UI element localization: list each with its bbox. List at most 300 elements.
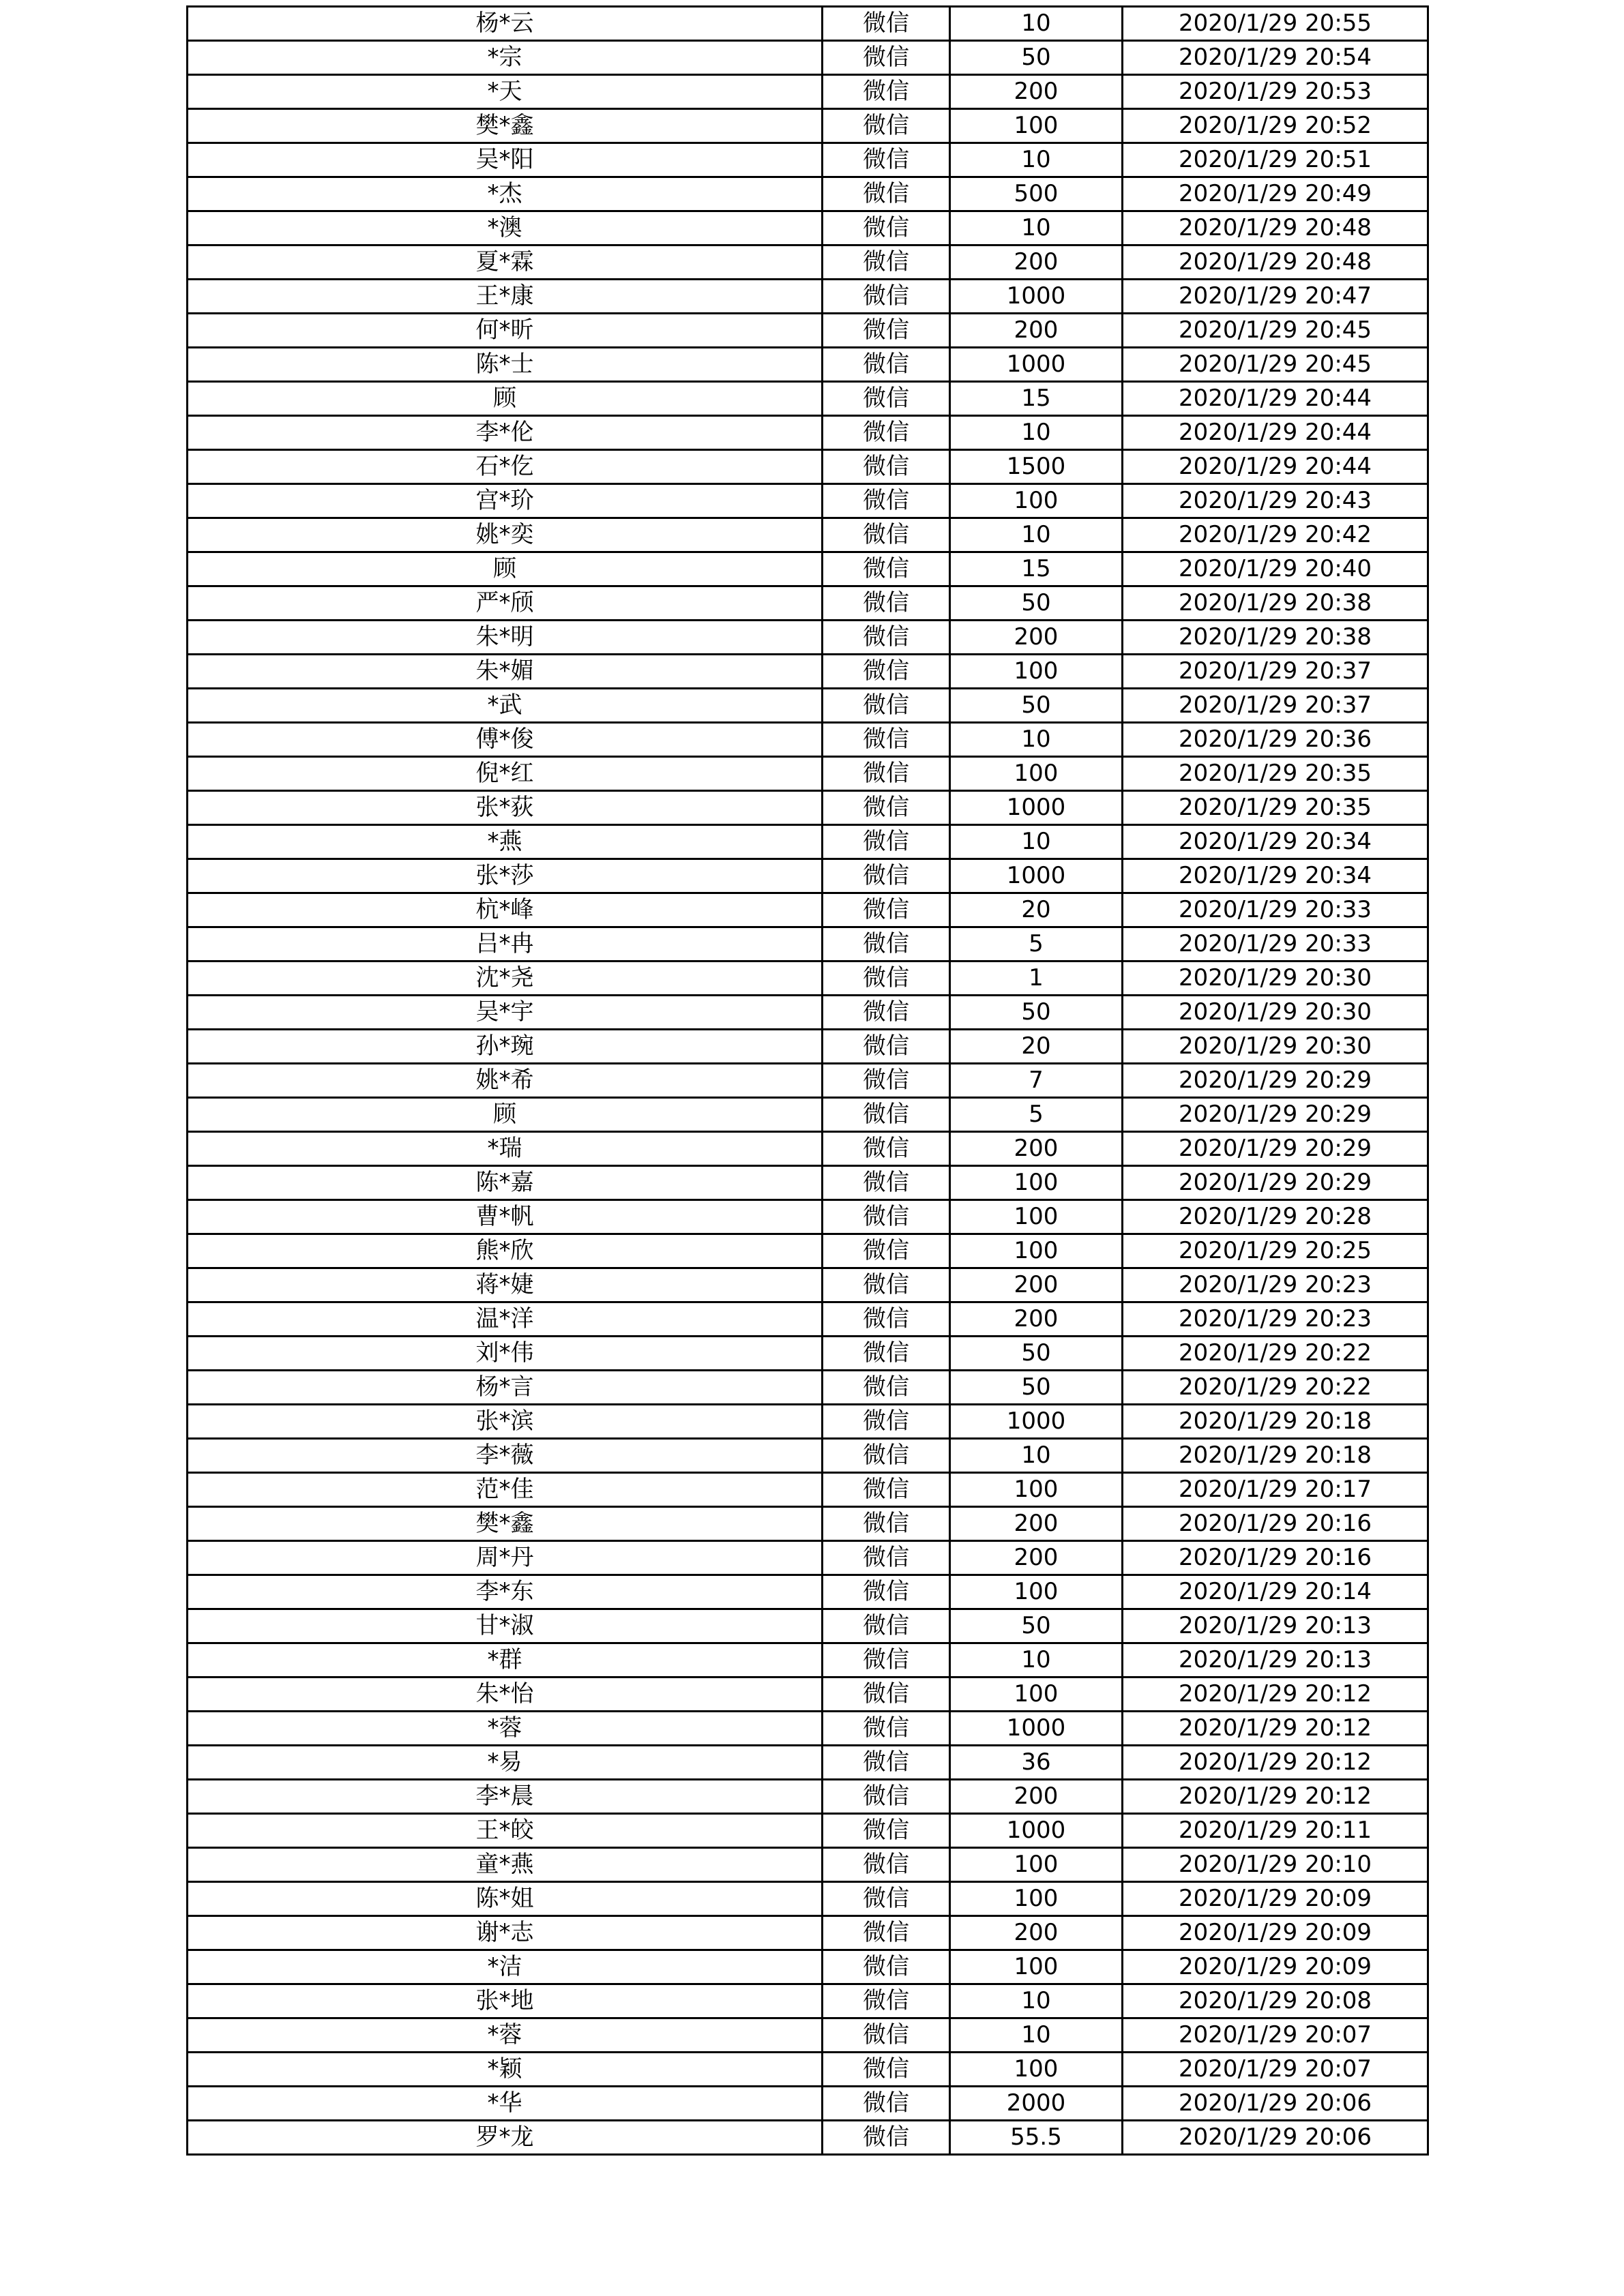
- donor-name-cell: 张*荻: [188, 791, 823, 825]
- payment-method-cell: 微信: [823, 177, 950, 211]
- donor-name-cell: 朱*媚: [188, 655, 823, 689]
- amount-cell: 200: [950, 621, 1123, 655]
- donor-name-cell: 张*地: [188, 1984, 823, 2018]
- table-row: [188, 1439, 1428, 1473]
- payment-method-cell: 微信: [823, 723, 950, 757]
- donor-name-cell: 吕*冉: [188, 927, 823, 961]
- donor-name-cell: *瑞: [188, 1132, 823, 1166]
- time-cell: 2020/1/29 20:10: [1123, 1848, 1428, 1882]
- table-row: [188, 41, 1428, 75]
- table-row: [188, 245, 1428, 280]
- donor-name-cell: *颖: [188, 2053, 823, 2087]
- donor-name-cell: 姚*希: [188, 1064, 823, 1098]
- time-cell: 2020/1/29 20:52: [1123, 109, 1428, 143]
- time-cell: 2020/1/29 20:29: [1123, 1064, 1428, 1098]
- time-cell: 2020/1/29 20:06: [1123, 2121, 1428, 2155]
- table-row: [188, 484, 1428, 518]
- time-cell: 2020/1/29 20:35: [1123, 757, 1428, 791]
- amount-cell: 200: [950, 314, 1123, 348]
- payment-method-cell: 微信: [823, 893, 950, 927]
- donor-name-cell: 李*东: [188, 1575, 823, 1609]
- table-row: [188, 689, 1428, 723]
- payment-method-cell: 微信: [823, 1882, 950, 1916]
- donor-name-cell: 沈*尧: [188, 961, 823, 996]
- payment-method-cell: 微信: [823, 211, 950, 245]
- donor-name-cell: 杭*峰: [188, 893, 823, 927]
- payment-method-cell: 微信: [823, 280, 950, 314]
- time-cell: 2020/1/29 20:12: [1123, 1746, 1428, 1780]
- payment-method-cell: 微信: [823, 1848, 950, 1882]
- amount-cell: 1500: [950, 450, 1123, 484]
- payment-method-cell: 微信: [823, 927, 950, 961]
- time-cell: 2020/1/29 20:37: [1123, 655, 1428, 689]
- time-cell: 2020/1/29 20:13: [1123, 1609, 1428, 1643]
- donor-name-cell: 樊*鑫: [188, 109, 823, 143]
- time-cell: 2020/1/29 20:17: [1123, 1473, 1428, 1507]
- time-cell: 2020/1/29 20:36: [1123, 723, 1428, 757]
- time-cell: 2020/1/29 20:09: [1123, 1882, 1428, 1916]
- payment-method-cell: 微信: [823, 416, 950, 450]
- table-row: [188, 1234, 1428, 1268]
- amount-cell: 100: [950, 1678, 1123, 1712]
- time-cell: 2020/1/29 20:12: [1123, 1780, 1428, 1814]
- amount-cell: 100: [950, 1882, 1123, 1916]
- time-cell: 2020/1/29 20:49: [1123, 177, 1428, 211]
- donor-name-cell: 樊*鑫: [188, 1507, 823, 1541]
- payment-method-cell: 微信: [823, 2121, 950, 2155]
- amount-cell: 200: [950, 1541, 1123, 1575]
- table-row: [188, 961, 1428, 996]
- table-row: [188, 1575, 1428, 1609]
- table-row: [188, 1984, 1428, 2018]
- donor-name-cell: 张*滨: [188, 1405, 823, 1439]
- time-cell: 2020/1/29 20:14: [1123, 1575, 1428, 1609]
- table-row: [188, 1643, 1428, 1678]
- payment-method-cell: 微信: [823, 1405, 950, 1439]
- time-cell: 2020/1/29 20:30: [1123, 961, 1428, 996]
- amount-cell: 7: [950, 1064, 1123, 1098]
- donor-name-cell: 甘*淑: [188, 1609, 823, 1643]
- amount-cell: 100: [950, 2053, 1123, 2087]
- table-row: [188, 552, 1428, 586]
- donor-name-cell: 曹*帆: [188, 1200, 823, 1234]
- amount-cell: 36: [950, 1746, 1123, 1780]
- time-cell: 2020/1/29 20:25: [1123, 1234, 1428, 1268]
- time-cell: 2020/1/29 20:29: [1123, 1098, 1428, 1132]
- time-cell: 2020/1/29 20:45: [1123, 348, 1428, 382]
- payment-method-cell: 微信: [823, 1473, 950, 1507]
- table-row: [188, 1405, 1428, 1439]
- amount-cell: 200: [950, 1916, 1123, 1950]
- donor-name-cell: 蒋*婕: [188, 1268, 823, 1302]
- time-cell: 2020/1/29 20:37: [1123, 689, 1428, 723]
- table-row: [188, 1609, 1428, 1643]
- time-cell: 2020/1/29 20:07: [1123, 2053, 1428, 2087]
- payment-method-cell: 微信: [823, 2053, 950, 2087]
- payment-method-cell: 微信: [823, 655, 950, 689]
- table-row: [188, 1166, 1428, 1200]
- payment-method-cell: 微信: [823, 1302, 950, 1337]
- time-cell: 2020/1/29 20:38: [1123, 586, 1428, 621]
- time-cell: 2020/1/29 20:30: [1123, 1030, 1428, 1064]
- table-row: [188, 143, 1428, 177]
- payment-method-cell: 微信: [823, 109, 950, 143]
- table-row: [188, 450, 1428, 484]
- time-cell: 2020/1/29 20:47: [1123, 280, 1428, 314]
- payment-method-cell: 微信: [823, 621, 950, 655]
- donor-name-cell: 李*伦: [188, 416, 823, 450]
- table-row: [188, 1200, 1428, 1234]
- donor-name-cell: *武: [188, 689, 823, 723]
- table-row: [188, 586, 1428, 621]
- amount-cell: 50: [950, 996, 1123, 1030]
- amount-cell: 100: [950, 109, 1123, 143]
- amount-cell: 10: [950, 7, 1123, 41]
- donor-name-cell: *燕: [188, 825, 823, 859]
- amount-cell: 500: [950, 177, 1123, 211]
- table-row: [188, 348, 1428, 382]
- time-cell: 2020/1/29 20:40: [1123, 552, 1428, 586]
- amount-cell: 1000: [950, 859, 1123, 893]
- payment-method-cell: 微信: [823, 41, 950, 75]
- time-cell: 2020/1/29 20:48: [1123, 211, 1428, 245]
- table-row: [188, 75, 1428, 109]
- amount-cell: 100: [950, 655, 1123, 689]
- amount-cell: 10: [950, 518, 1123, 552]
- time-cell: 2020/1/29 20:45: [1123, 314, 1428, 348]
- donor-name-cell: 朱*怡: [188, 1678, 823, 1712]
- payment-method-cell: 微信: [823, 1950, 950, 1984]
- amount-cell: 15: [950, 382, 1123, 416]
- amount-cell: 200: [950, 75, 1123, 109]
- payment-method-cell: 微信: [823, 1746, 950, 1780]
- donor-name-cell: *蓉: [188, 1712, 823, 1746]
- amount-cell: 10: [950, 1643, 1123, 1678]
- amount-cell: 10: [950, 1984, 1123, 2018]
- table-row: [188, 416, 1428, 450]
- time-cell: 2020/1/29 20:48: [1123, 245, 1428, 280]
- table-row: [188, 621, 1428, 655]
- time-cell: 2020/1/29 20:34: [1123, 825, 1428, 859]
- payment-method-cell: 微信: [823, 348, 950, 382]
- payment-method-cell: 微信: [823, 859, 950, 893]
- amount-cell: 100: [950, 757, 1123, 791]
- donation-table: [186, 5, 1429, 2156]
- payment-method-cell: 微信: [823, 1984, 950, 2018]
- donor-name-cell: 宫*玠: [188, 484, 823, 518]
- time-cell: 2020/1/29 20:44: [1123, 382, 1428, 416]
- amount-cell: 2000: [950, 2087, 1123, 2121]
- table-row: [188, 1541, 1428, 1575]
- payment-method-cell: 微信: [823, 1337, 950, 1371]
- table-row: [188, 1712, 1428, 1746]
- payment-method-cell: 微信: [823, 689, 950, 723]
- payment-method-cell: 微信: [823, 1098, 950, 1132]
- time-cell: 2020/1/29 20:23: [1123, 1268, 1428, 1302]
- table-row: [188, 177, 1428, 211]
- amount-cell: 10: [950, 825, 1123, 859]
- payment-method-cell: 微信: [823, 586, 950, 621]
- time-cell: 2020/1/29 20:34: [1123, 859, 1428, 893]
- time-cell: 2020/1/29 20:06: [1123, 2087, 1428, 2121]
- time-cell: 2020/1/29 20:30: [1123, 996, 1428, 1030]
- payment-method-cell: 微信: [823, 1200, 950, 1234]
- time-cell: 2020/1/29 20:38: [1123, 621, 1428, 655]
- amount-cell: 20: [950, 893, 1123, 927]
- donor-name-cell: 顾: [188, 1098, 823, 1132]
- table-row: [188, 1780, 1428, 1814]
- payment-method-cell: 微信: [823, 2087, 950, 2121]
- amount-cell: 50: [950, 689, 1123, 723]
- donor-name-cell: 童*燕: [188, 1848, 823, 1882]
- payment-method-cell: 微信: [823, 1814, 950, 1848]
- payment-method-cell: 微信: [823, 1166, 950, 1200]
- amount-cell: 200: [950, 1132, 1123, 1166]
- payment-method-cell: 微信: [823, 996, 950, 1030]
- amount-cell: 1000: [950, 1712, 1123, 1746]
- payment-method-cell: 微信: [823, 484, 950, 518]
- payment-method-cell: 微信: [823, 1371, 950, 1405]
- payment-method-cell: 微信: [823, 757, 950, 791]
- table-row: [188, 109, 1428, 143]
- payment-method-cell: 微信: [823, 75, 950, 109]
- donor-name-cell: 石*仡: [188, 450, 823, 484]
- table-row: [188, 825, 1428, 859]
- donor-name-cell: 王*康: [188, 280, 823, 314]
- payment-method-cell: 微信: [823, 1439, 950, 1473]
- donor-name-cell: 顾: [188, 382, 823, 416]
- time-cell: 2020/1/29 20:22: [1123, 1337, 1428, 1371]
- amount-cell: 50: [950, 1337, 1123, 1371]
- time-cell: 2020/1/29 20:53: [1123, 75, 1428, 109]
- donor-name-cell: 罗*龙: [188, 2121, 823, 2155]
- time-cell: 2020/1/29 20:29: [1123, 1132, 1428, 1166]
- table-row: [188, 7, 1428, 41]
- table-row: [188, 1371, 1428, 1405]
- donor-name-cell: 谢*志: [188, 1916, 823, 1950]
- time-cell: 2020/1/29 20:18: [1123, 1405, 1428, 1439]
- time-cell: 2020/1/29 20:09: [1123, 1916, 1428, 1950]
- amount-cell: 10: [950, 723, 1123, 757]
- donor-name-cell: 何*昕: [188, 314, 823, 348]
- time-cell: 2020/1/29 20:13: [1123, 1643, 1428, 1678]
- table-row: [188, 1678, 1428, 1712]
- table-row: [188, 1268, 1428, 1302]
- donor-name-cell: *群: [188, 1643, 823, 1678]
- time-cell: 2020/1/29 20:33: [1123, 893, 1428, 927]
- table-row: [188, 1916, 1428, 1950]
- donor-name-cell: 李*薇: [188, 1439, 823, 1473]
- amount-cell: 20: [950, 1030, 1123, 1064]
- table-row: [188, 655, 1428, 689]
- amount-cell: 55.5: [950, 2121, 1123, 2155]
- amount-cell: 100: [950, 1200, 1123, 1234]
- donor-name-cell: 刘*伟: [188, 1337, 823, 1371]
- amount-cell: 50: [950, 586, 1123, 621]
- table-row: [188, 1848, 1428, 1882]
- amount-cell: 1000: [950, 1405, 1123, 1439]
- time-cell: 2020/1/29 20:42: [1123, 518, 1428, 552]
- donor-name-cell: 陈*士: [188, 348, 823, 382]
- amount-cell: 100: [950, 484, 1123, 518]
- amount-cell: 5: [950, 927, 1123, 961]
- donor-name-cell: 王*皎: [188, 1814, 823, 1848]
- table-body: [188, 7, 1428, 2155]
- payment-method-cell: 微信: [823, 1064, 950, 1098]
- payment-method-cell: 微信: [823, 791, 950, 825]
- amount-cell: 1000: [950, 1814, 1123, 1848]
- donor-name-cell: 孙*琬: [188, 1030, 823, 1064]
- time-cell: 2020/1/29 20:18: [1123, 1439, 1428, 1473]
- payment-method-cell: 微信: [823, 7, 950, 41]
- time-cell: 2020/1/29 20:35: [1123, 791, 1428, 825]
- donor-name-cell: 朱*明: [188, 621, 823, 655]
- table-row: [188, 2087, 1428, 2121]
- table-row: [188, 1507, 1428, 1541]
- amount-cell: 50: [950, 41, 1123, 75]
- donor-name-cell: 严*颀: [188, 586, 823, 621]
- time-cell: 2020/1/29 20:09: [1123, 1950, 1428, 1984]
- payment-method-cell: 微信: [823, 1268, 950, 1302]
- payment-method-cell: 微信: [823, 1678, 950, 1712]
- table-row: [188, 1064, 1428, 1098]
- amount-cell: 10: [950, 211, 1123, 245]
- table-row: [188, 2018, 1428, 2053]
- donor-name-cell: 顾: [188, 552, 823, 586]
- donor-name-cell: *洁: [188, 1950, 823, 1984]
- table-row: [188, 1302, 1428, 1337]
- table-row: [188, 1473, 1428, 1507]
- table-row: [188, 1882, 1428, 1916]
- time-cell: 2020/1/29 20:29: [1123, 1166, 1428, 1200]
- payment-method-cell: 微信: [823, 1507, 950, 1541]
- amount-cell: 200: [950, 245, 1123, 280]
- donor-name-cell: *杰: [188, 177, 823, 211]
- amount-cell: 200: [950, 1507, 1123, 1541]
- table-row: [188, 1337, 1428, 1371]
- payment-method-cell: 微信: [823, 382, 950, 416]
- time-cell: 2020/1/29 20:28: [1123, 1200, 1428, 1234]
- payment-method-cell: 微信: [823, 552, 950, 586]
- donor-name-cell: 吴*阳: [188, 143, 823, 177]
- donor-name-cell: *澳: [188, 211, 823, 245]
- amount-cell: 200: [950, 1268, 1123, 1302]
- time-cell: 2020/1/29 20:22: [1123, 1371, 1428, 1405]
- time-cell: 2020/1/29 20:44: [1123, 416, 1428, 450]
- payment-method-cell: 微信: [823, 1712, 950, 1746]
- amount-cell: 50: [950, 1371, 1123, 1405]
- payment-method-cell: 微信: [823, 1643, 950, 1678]
- payment-method-cell: 微信: [823, 825, 950, 859]
- payment-method-cell: 微信: [823, 245, 950, 280]
- amount-cell: 100: [950, 1950, 1123, 1984]
- amount-cell: 1000: [950, 280, 1123, 314]
- donor-name-cell: *宗: [188, 41, 823, 75]
- table-row: [188, 211, 1428, 245]
- time-cell: 2020/1/29 20:11: [1123, 1814, 1428, 1848]
- table-row: [188, 1814, 1428, 1848]
- payment-method-cell: 微信: [823, 314, 950, 348]
- time-cell: 2020/1/29 20:16: [1123, 1541, 1428, 1575]
- donor-name-cell: 陈*嘉: [188, 1166, 823, 1200]
- payment-method-cell: 微信: [823, 1132, 950, 1166]
- donor-name-cell: 温*洋: [188, 1302, 823, 1337]
- amount-cell: 5: [950, 1098, 1123, 1132]
- donor-name-cell: 陈*姐: [188, 1882, 823, 1916]
- donor-name-cell: *天: [188, 75, 823, 109]
- table-row: [188, 314, 1428, 348]
- time-cell: 2020/1/29 20:07: [1123, 2018, 1428, 2053]
- table-row: [188, 1746, 1428, 1780]
- payment-method-cell: 微信: [823, 1609, 950, 1643]
- donor-name-cell: *易: [188, 1746, 823, 1780]
- donor-name-cell: 张*莎: [188, 859, 823, 893]
- table-row: [188, 723, 1428, 757]
- payment-method-cell: 微信: [823, 1030, 950, 1064]
- payment-method-cell: 微信: [823, 143, 950, 177]
- donor-name-cell: 傅*俊: [188, 723, 823, 757]
- table-row: [188, 859, 1428, 893]
- donor-name-cell: 夏*霖: [188, 245, 823, 280]
- table-row: [188, 280, 1428, 314]
- amount-cell: 10: [950, 2018, 1123, 2053]
- payment-method-cell: 微信: [823, 961, 950, 996]
- amount-cell: 10: [950, 143, 1123, 177]
- donor-name-cell: 倪*红: [188, 757, 823, 791]
- payment-method-cell: 微信: [823, 450, 950, 484]
- amount-cell: 15: [950, 552, 1123, 586]
- time-cell: 2020/1/29 20:55: [1123, 7, 1428, 41]
- donor-name-cell: *华: [188, 2087, 823, 2121]
- table-row: [188, 791, 1428, 825]
- table-row: [188, 927, 1428, 961]
- amount-cell: 10: [950, 416, 1123, 450]
- time-cell: 2020/1/29 20:51: [1123, 143, 1428, 177]
- donor-name-cell: 杨*言: [188, 1371, 823, 1405]
- table-row: [188, 1950, 1428, 1984]
- donor-name-cell: 周*丹: [188, 1541, 823, 1575]
- time-cell: 2020/1/29 20:44: [1123, 450, 1428, 484]
- amount-cell: 1: [950, 961, 1123, 996]
- payment-method-cell: 微信: [823, 1780, 950, 1814]
- table-row: [188, 518, 1428, 552]
- amount-cell: 100: [950, 1575, 1123, 1609]
- amount-cell: 1000: [950, 348, 1123, 382]
- time-cell: 2020/1/29 20:12: [1123, 1712, 1428, 1746]
- payment-method-cell: 微信: [823, 518, 950, 552]
- time-cell: 2020/1/29 20:23: [1123, 1302, 1428, 1337]
- donor-name-cell: 李*晨: [188, 1780, 823, 1814]
- time-cell: 2020/1/29 20:16: [1123, 1507, 1428, 1541]
- table-row: [188, 1030, 1428, 1064]
- donor-name-cell: *蓉: [188, 2018, 823, 2053]
- amount-cell: 200: [950, 1302, 1123, 1337]
- amount-cell: 100: [950, 1473, 1123, 1507]
- table-row: [188, 2121, 1428, 2155]
- time-cell: 2020/1/29 20:33: [1123, 927, 1428, 961]
- table-row: [188, 757, 1428, 791]
- time-cell: 2020/1/29 20:54: [1123, 41, 1428, 75]
- time-cell: 2020/1/29 20:08: [1123, 1984, 1428, 2018]
- amount-cell: 10: [950, 1439, 1123, 1473]
- time-cell: 2020/1/29 20:12: [1123, 1678, 1428, 1712]
- table-row: [188, 1098, 1428, 1132]
- table-row: [188, 996, 1428, 1030]
- table-row: [188, 2053, 1428, 2087]
- time-cell: 2020/1/29 20:43: [1123, 484, 1428, 518]
- donor-name-cell: 范*佳: [188, 1473, 823, 1507]
- amount-cell: 100: [950, 1234, 1123, 1268]
